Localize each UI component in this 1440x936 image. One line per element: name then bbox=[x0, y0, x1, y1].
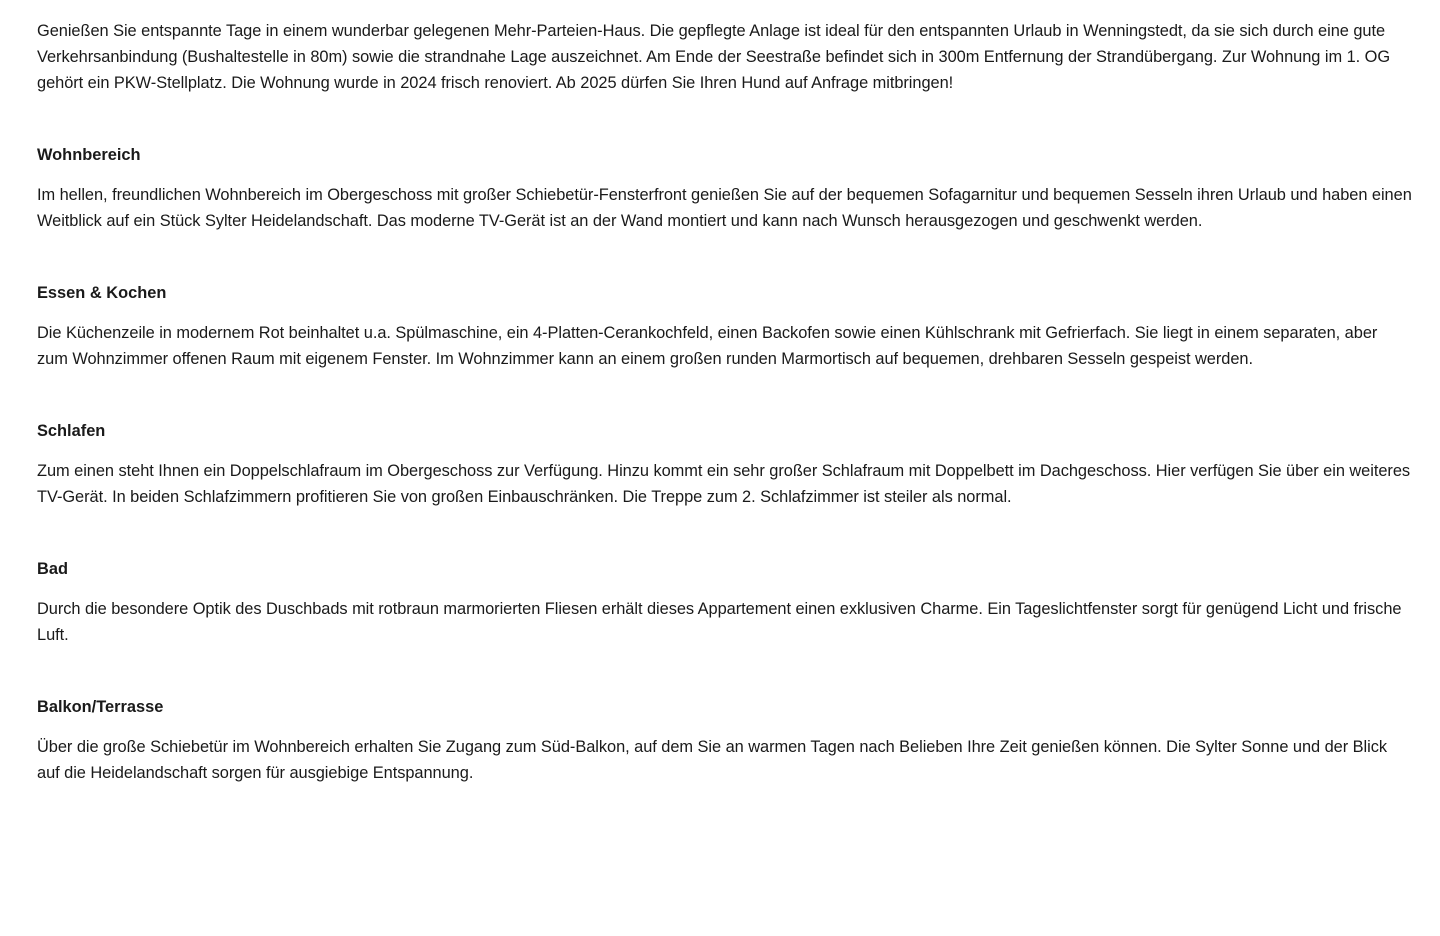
section-heading: Balkon/Terrasse bbox=[37, 698, 164, 716]
section-essen-kochen bbox=[37, 280, 1412, 372]
section-bad bbox=[37, 556, 1412, 648]
section-wohnbereich bbox=[37, 142, 1412, 234]
section-heading: Schlafen bbox=[37, 422, 106, 440]
section-balkon-terrasse bbox=[37, 694, 1412, 786]
section-heading: Essen & Kochen bbox=[37, 284, 167, 302]
description-document bbox=[37, 18, 1412, 786]
section-heading: Wohnbereich bbox=[37, 146, 141, 164]
intro-paragraph: Genießen Sie entspannte Tage in einem wunderbar gelegenen Mehr-Parteien-Haus. Die gepflegte Anlage ist ideal für den entspannten Urlaub in Wenningstedt, da sie sich durch eine gute Verkehrsanbindung (Bushaltestelle in 80m) sowie die strandnahe Lage auszeichnet. Am Ende der Seestraße befindet sich in 300m Entfernung der Strandübergang. Zur Wohnung im 1. OG gehört ein PKW-Stellplatz. Die Wohnung wurde in 2024 frisch renoviert. Ab 2025 dürfen Sie Ihren Hund auf Anfrage mitbringen! bbox=[37, 22, 1391, 92]
section-heading: Bad bbox=[37, 560, 68, 578]
section-text: Durch die besondere Optik des Duschbads mit rotbraun marmorierten Fliesen erhält dieses Appartement einen exklusiven Charme. Ein Tageslichtfenster sorgt für genügend Licht und frische Luft. bbox=[37, 600, 1402, 644]
section-text: Die Küchenzeile in modernem Rot beinhaltet u.a. Spülmaschine, ein 4-Platten-Cerankochfeld, einen Backofen sowie einen Kühlschrank mit Gefrierfach. Sie liegt in einem separaten, aber zum Wohnzimmer offenen Raum mit eigenem Fenster. Im Wohnzimmer kann an einem großen runden Marmortisch auf bequemen, drehbaren Sesseln gespeist werden. bbox=[37, 324, 1378, 368]
section-text: Zum einen steht Ihnen ein Doppelschlafraum im Obergeschoss zur Verfügung. Hinzu kommt ein sehr großer Schlafraum mit Doppelbett im Dachgeschoss. Hier verfügen Sie über ein weiteres TV-Gerät. In beiden Schlafzimmern profitieren Sie von großen Einbauschränken. Die Treppe zum 2. Schlafzimmer ist steiler als normal. bbox=[37, 462, 1411, 506]
section-text: Über die große Schiebetür im Wohnbereich erhalten Sie Zugang zum Süd-Balkon, auf dem Sie an warmen Tagen nach Belieben Ihre Zeit genießen können. Die Sylter Sonne und der Blick auf die Heidelandschaft sorgen für ausgiebige Entspannung. bbox=[37, 738, 1387, 782]
section-schlafen bbox=[37, 418, 1412, 510]
section-text: Im hellen, freundlichen Wohnbereich im Obergeschoss mit großer Schiebetür-Fensterfront genießen Sie auf der bequemen Sofagarnitur und bequemen Sesseln ihren Urlaub und haben einen Weitblick auf ein Stück Sylter Heidelandschaft. Das moderne TV-Gerät ist an der Wand montiert und kann nach Wunsch herausgezogen und geschwenkt werden. bbox=[37, 186, 1412, 230]
